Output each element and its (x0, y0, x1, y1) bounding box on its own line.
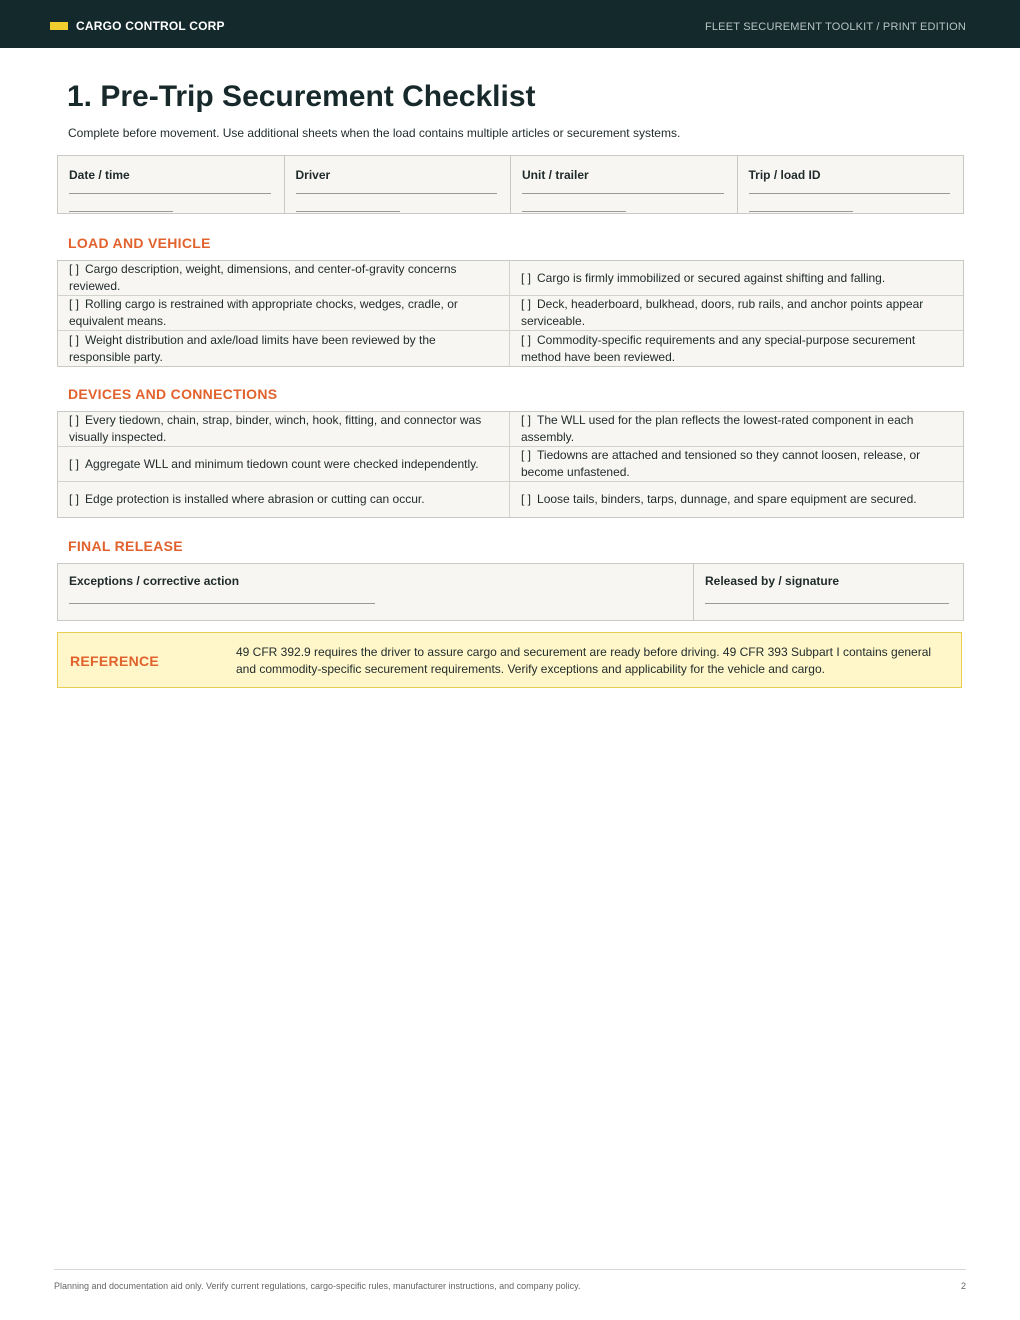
checklist-item[interactable] (510, 482, 963, 517)
checklist-item[interactable] (510, 261, 963, 296)
checkbox[interactable]: [ ] (69, 297, 80, 311)
page-number: 2 (960, 1281, 966, 1291)
footer-disclaimer: Planning and documentation aid only. Verify current regulations, cargo-specific rules, manufacturer instructions, and company policy. (54, 1281, 581, 1291)
page-title: 1. Pre-Trip Securement Checklist (67, 80, 536, 113)
checklist-item[interactable] (510, 296, 963, 331)
checklist-item[interactable] (58, 331, 510, 366)
checkbox[interactable]: [ ] (69, 262, 80, 276)
brand-mark-icon (50, 22, 68, 30)
field-label: Driver (295, 168, 331, 182)
write-line (296, 193, 498, 194)
trip-load-id-field[interactable] (738, 156, 964, 213)
trip-info-table (57, 155, 964, 214)
checkbox[interactable]: [ ] (69, 492, 80, 506)
checklist-item-text: Tiedowns are attached and tensioned so they cannot loosen, release, or become unfastened. (521, 448, 921, 479)
reference-callout (57, 632, 962, 688)
write-line (522, 211, 626, 212)
write-line (69, 211, 173, 212)
toolkit-label: FLEET SECUREMENT TOOLKIT / PRINT EDITION (704, 21, 966, 33)
checklist-item-text: Weight distribution and axle/load limits have been reviewed by the responsible party. (69, 332, 436, 364)
checklist-item[interactable] (510, 412, 963, 447)
checklist-item[interactable] (58, 261, 510, 296)
reference-text: 49 CFR 392.9 requires the driver to assure cargo and securement are ready before driving. 49 CFR 393 Subpart I contains general and commodity-specific securement requirements. Verify exceptions and applicability for the vehicle and cargo. (236, 645, 932, 676)
brand-name: CARGO CONTROL CORP (76, 19, 225, 33)
checkbox[interactable]: [ ] (521, 332, 532, 347)
checklist-item-text: Commodity-specific requirements and any special-purpose securement method have been reviewed. (521, 332, 916, 364)
checklist-item[interactable] (58, 412, 510, 447)
exceptions-field[interactable] (58, 564, 694, 620)
devices-connections-checklist (57, 411, 964, 518)
checklist-item[interactable] (58, 296, 510, 331)
checklist-item[interactable] (510, 447, 963, 482)
reference-label: REFERENCE (70, 653, 160, 669)
checklist-item-text: Cargo is firmly immobilized or secured against shifting and falling. (537, 270, 886, 285)
write-line (749, 211, 853, 212)
write-line (296, 211, 400, 212)
checkbox[interactable]: [ ] (521, 270, 532, 285)
brand (50, 19, 225, 33)
checklist-item-text: Cargo description, weight, dimensions, and center-of-gravity concerns reviewed. (69, 262, 457, 293)
signature-label: Released by / signature (705, 574, 840, 588)
driver-field[interactable] (285, 156, 512, 213)
field-label: Date / time (69, 168, 130, 182)
write-line (522, 193, 724, 194)
write-line (749, 193, 951, 194)
field-label: Unit / trailer (522, 168, 589, 182)
signature-field[interactable] (694, 564, 963, 620)
checklist-item-text: Edge protection is installed where abrasion or cutting can occur. (85, 492, 425, 506)
write-line (69, 193, 271, 194)
checklist-item-text: Aggregate WLL and minimum tiedown count were checked independently. (85, 456, 479, 471)
intro-text: Complete before movement. Use additional sheets when the load contains multiple articles or securement systems. (68, 126, 681, 140)
footer-divider (54, 1269, 966, 1270)
section-heading-devices-connections: DEVICES AND CONNECTIONS (68, 386, 278, 402)
date-time-field[interactable] (58, 156, 285, 213)
final-release-table (57, 563, 964, 621)
checkbox[interactable]: [ ] (521, 448, 532, 462)
load-vehicle-checklist (57, 260, 964, 367)
checkbox[interactable]: [ ] (521, 297, 532, 311)
top-bar (0, 0, 1020, 48)
checklist-item-text: Deck, headerboard, bulkhead, doors, rub rails, and anchor points appear serviceable. (521, 297, 924, 328)
section-heading-final-release: FINAL RELEASE (68, 538, 183, 554)
field-label: Trip / load ID (748, 168, 821, 182)
checkbox[interactable]: [ ] (69, 456, 80, 471)
checkbox[interactable]: [ ] (69, 413, 80, 427)
checkbox[interactable]: [ ] (69, 332, 80, 347)
checklist-item-text: Every tiedown, chain, strap, binder, winch, hook, fitting, and connector was visually inspected. (69, 413, 482, 444)
write-line (705, 603, 949, 604)
checklist-item[interactable] (58, 447, 510, 482)
checklist-item-text: Loose tails, binders, tarps, dunnage, and spare equipment are secured. (537, 492, 917, 506)
checkbox[interactable]: [ ] (521, 413, 532, 427)
unit-trailer-field[interactable] (511, 156, 738, 213)
checklist-item[interactable] (58, 482, 510, 517)
exceptions-label: Exceptions / corrective action (69, 574, 240, 588)
checklist-item[interactable] (510, 331, 963, 366)
write-line (69, 603, 375, 604)
checkbox[interactable]: [ ] (521, 492, 532, 506)
section-heading-load-vehicle: LOAD AND VEHICLE (68, 235, 211, 251)
checklist-item-text: The WLL used for the plan reflects the lowest-rated component in each assembly. (521, 413, 914, 444)
checklist-item-text: Rolling cargo is restrained with appropriate chocks, wedges, cradle, or equivalent means. (69, 297, 458, 328)
